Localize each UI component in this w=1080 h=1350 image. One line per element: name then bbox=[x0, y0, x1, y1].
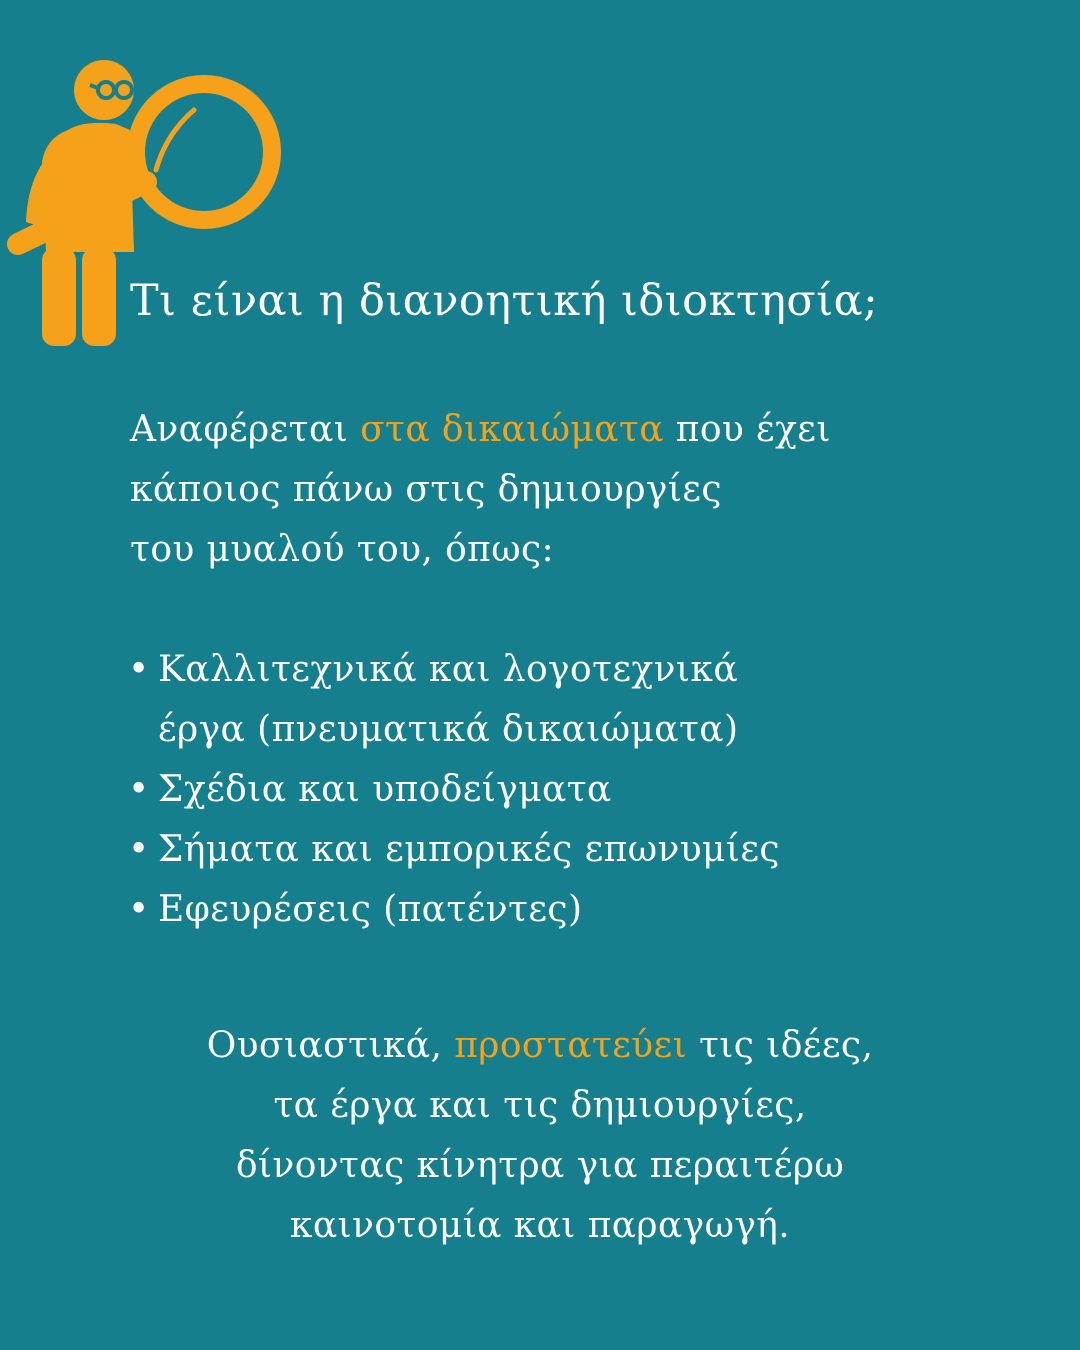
list-item-line-1: Σήματα και εμπορικές επωνυμίες bbox=[158, 829, 780, 870]
list-item bbox=[128, 640, 780, 760]
list-item bbox=[128, 820, 780, 880]
list-item-line-1: Καλλιτεχνικά και λογοτεχνικά bbox=[158, 649, 739, 690]
summary-line-1-after: τις ιδέες, bbox=[687, 1025, 874, 1066]
intro-line-1-before: Αναφέρεται bbox=[130, 409, 361, 450]
intro-line-2: κάποιος πάνω στις δημιουργίες bbox=[130, 469, 722, 510]
bullet-dot: • bbox=[128, 889, 150, 930]
intro-highlight: στα δικαιώματα bbox=[360, 409, 664, 450]
ip-types-list bbox=[128, 640, 780, 940]
summary-paragraph bbox=[0, 1016, 1080, 1256]
bullet-dot: • bbox=[128, 649, 150, 690]
intro-paragraph bbox=[130, 400, 831, 580]
page-title: Τι είναι η διανοητική ιδιοκτησία; bbox=[130, 276, 879, 326]
summary-line-1-before: Ουσιαστικά, bbox=[206, 1025, 455, 1066]
list-item-line-1: Εφευρέσεις (πατέντες) bbox=[158, 889, 583, 930]
bullet-dot: • bbox=[128, 829, 150, 870]
list-item-line-2: έργα (πνευματικά δικαιώματα) bbox=[158, 709, 739, 750]
intro-line-3: του μυαλού του, όπως: bbox=[130, 529, 555, 570]
summary-line-1 bbox=[0, 1016, 1080, 1076]
list-item bbox=[128, 760, 780, 820]
list-item bbox=[128, 880, 780, 940]
bullet-dot: • bbox=[128, 769, 150, 810]
summary-line-4: καινοτομία και παραγωγή. bbox=[289, 1205, 791, 1246]
intro-line-1-after: που έχει bbox=[663, 409, 831, 450]
summary-highlight: προστατεύει bbox=[454, 1025, 688, 1066]
summary-line-2: τα έργα και τις δημιουργίες, bbox=[273, 1085, 807, 1126]
intro-line-1 bbox=[130, 400, 831, 460]
list-item-line-1: Σχέδια και υποδείγματα bbox=[158, 769, 612, 810]
summary-line-3: δίνοντας κίνητρα για περαιτέρω bbox=[235, 1145, 845, 1186]
